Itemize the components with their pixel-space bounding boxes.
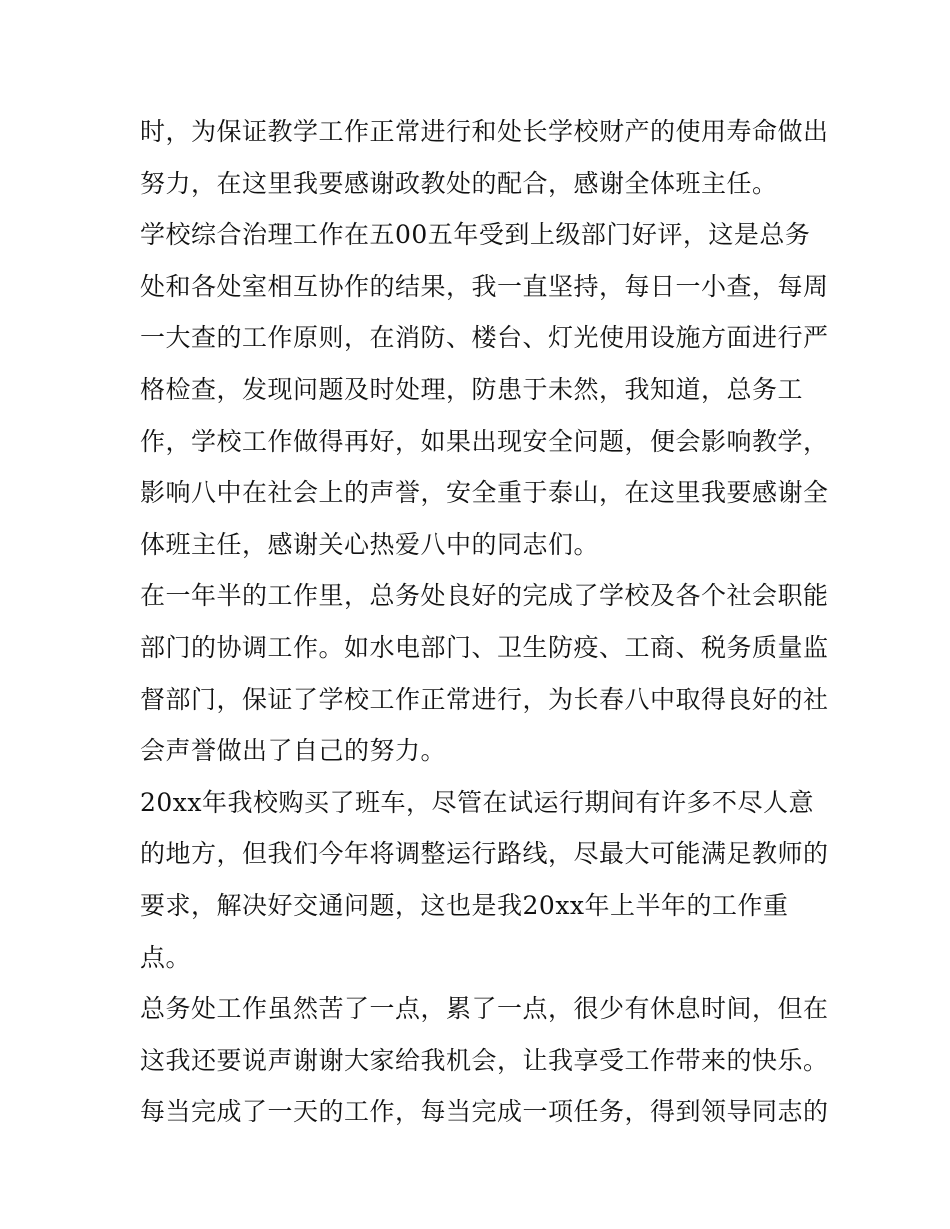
text-line: 部门的协调工作。如水电部门、卫生防疫、工商、税务质量监 xyxy=(140,632,829,662)
text-line: 的地方，但我们今年将调整运行路线，尽最大可能满足教师的 xyxy=(140,839,829,869)
text-line: 努力，在这里我要感谢政教处的配合，感谢全体班主任。 xyxy=(140,168,778,198)
text-line: 作，学校工作做得再好，如果出现安全问题，便会影响教学， xyxy=(140,426,829,456)
text-line: 在一年半的工作里，总务处良好的完成了学校及各个社会职能 xyxy=(140,581,829,611)
text-line: 20xx年我校购买了班车，尽管在试运行期间有许多不尽人意 xyxy=(140,787,815,817)
text-line: 督部门，保证了学校工作正常进行，为长春八中取得良好的社 xyxy=(140,684,829,714)
text-line: 学校综合治理工作在五00五年受到上级部门好评，这是总务 xyxy=(140,220,811,250)
text-line: 一大查的工作原则，在消防、楼台、灯光使用设施方面进行严 xyxy=(140,323,829,353)
text-line: 要求，解决好交通问题，这也是我20xx年上半年的工作重 xyxy=(140,890,789,920)
text-line: 会声誉做出了自己的努力。 xyxy=(140,736,447,766)
text-line: 每当完成了一天的工作，每当完成一项任务，得到领导同志的 xyxy=(140,1097,829,1127)
text-line: 体班主任，感谢关心热爱八中的同志们。 xyxy=(140,529,600,559)
text-line: 时，为保证教学工作正常进行和处长学校财产的使用寿命做出 xyxy=(140,117,829,146)
document-body xyxy=(140,106,829,1138)
text-line: 格检查，发现问题及时处理，防患于未然，我知道，总务工 xyxy=(140,374,804,404)
text-line: 影响八中在社会上的声誉，安全重于泰山，在这里我要感谢全 xyxy=(140,478,829,508)
text-line: 这我还要说声谢谢大家给我机会，让我享受工作带来的快乐。 xyxy=(140,1045,829,1075)
text-line: 总务处工作虽然苦了一点，累了一点，很少有休息时间，但在 xyxy=(140,994,829,1024)
text-line: 处和各处室相互协作的结果，我一直坚持，每日一小查，每周 xyxy=(140,271,829,301)
text-line: 点。 xyxy=(140,942,192,972)
